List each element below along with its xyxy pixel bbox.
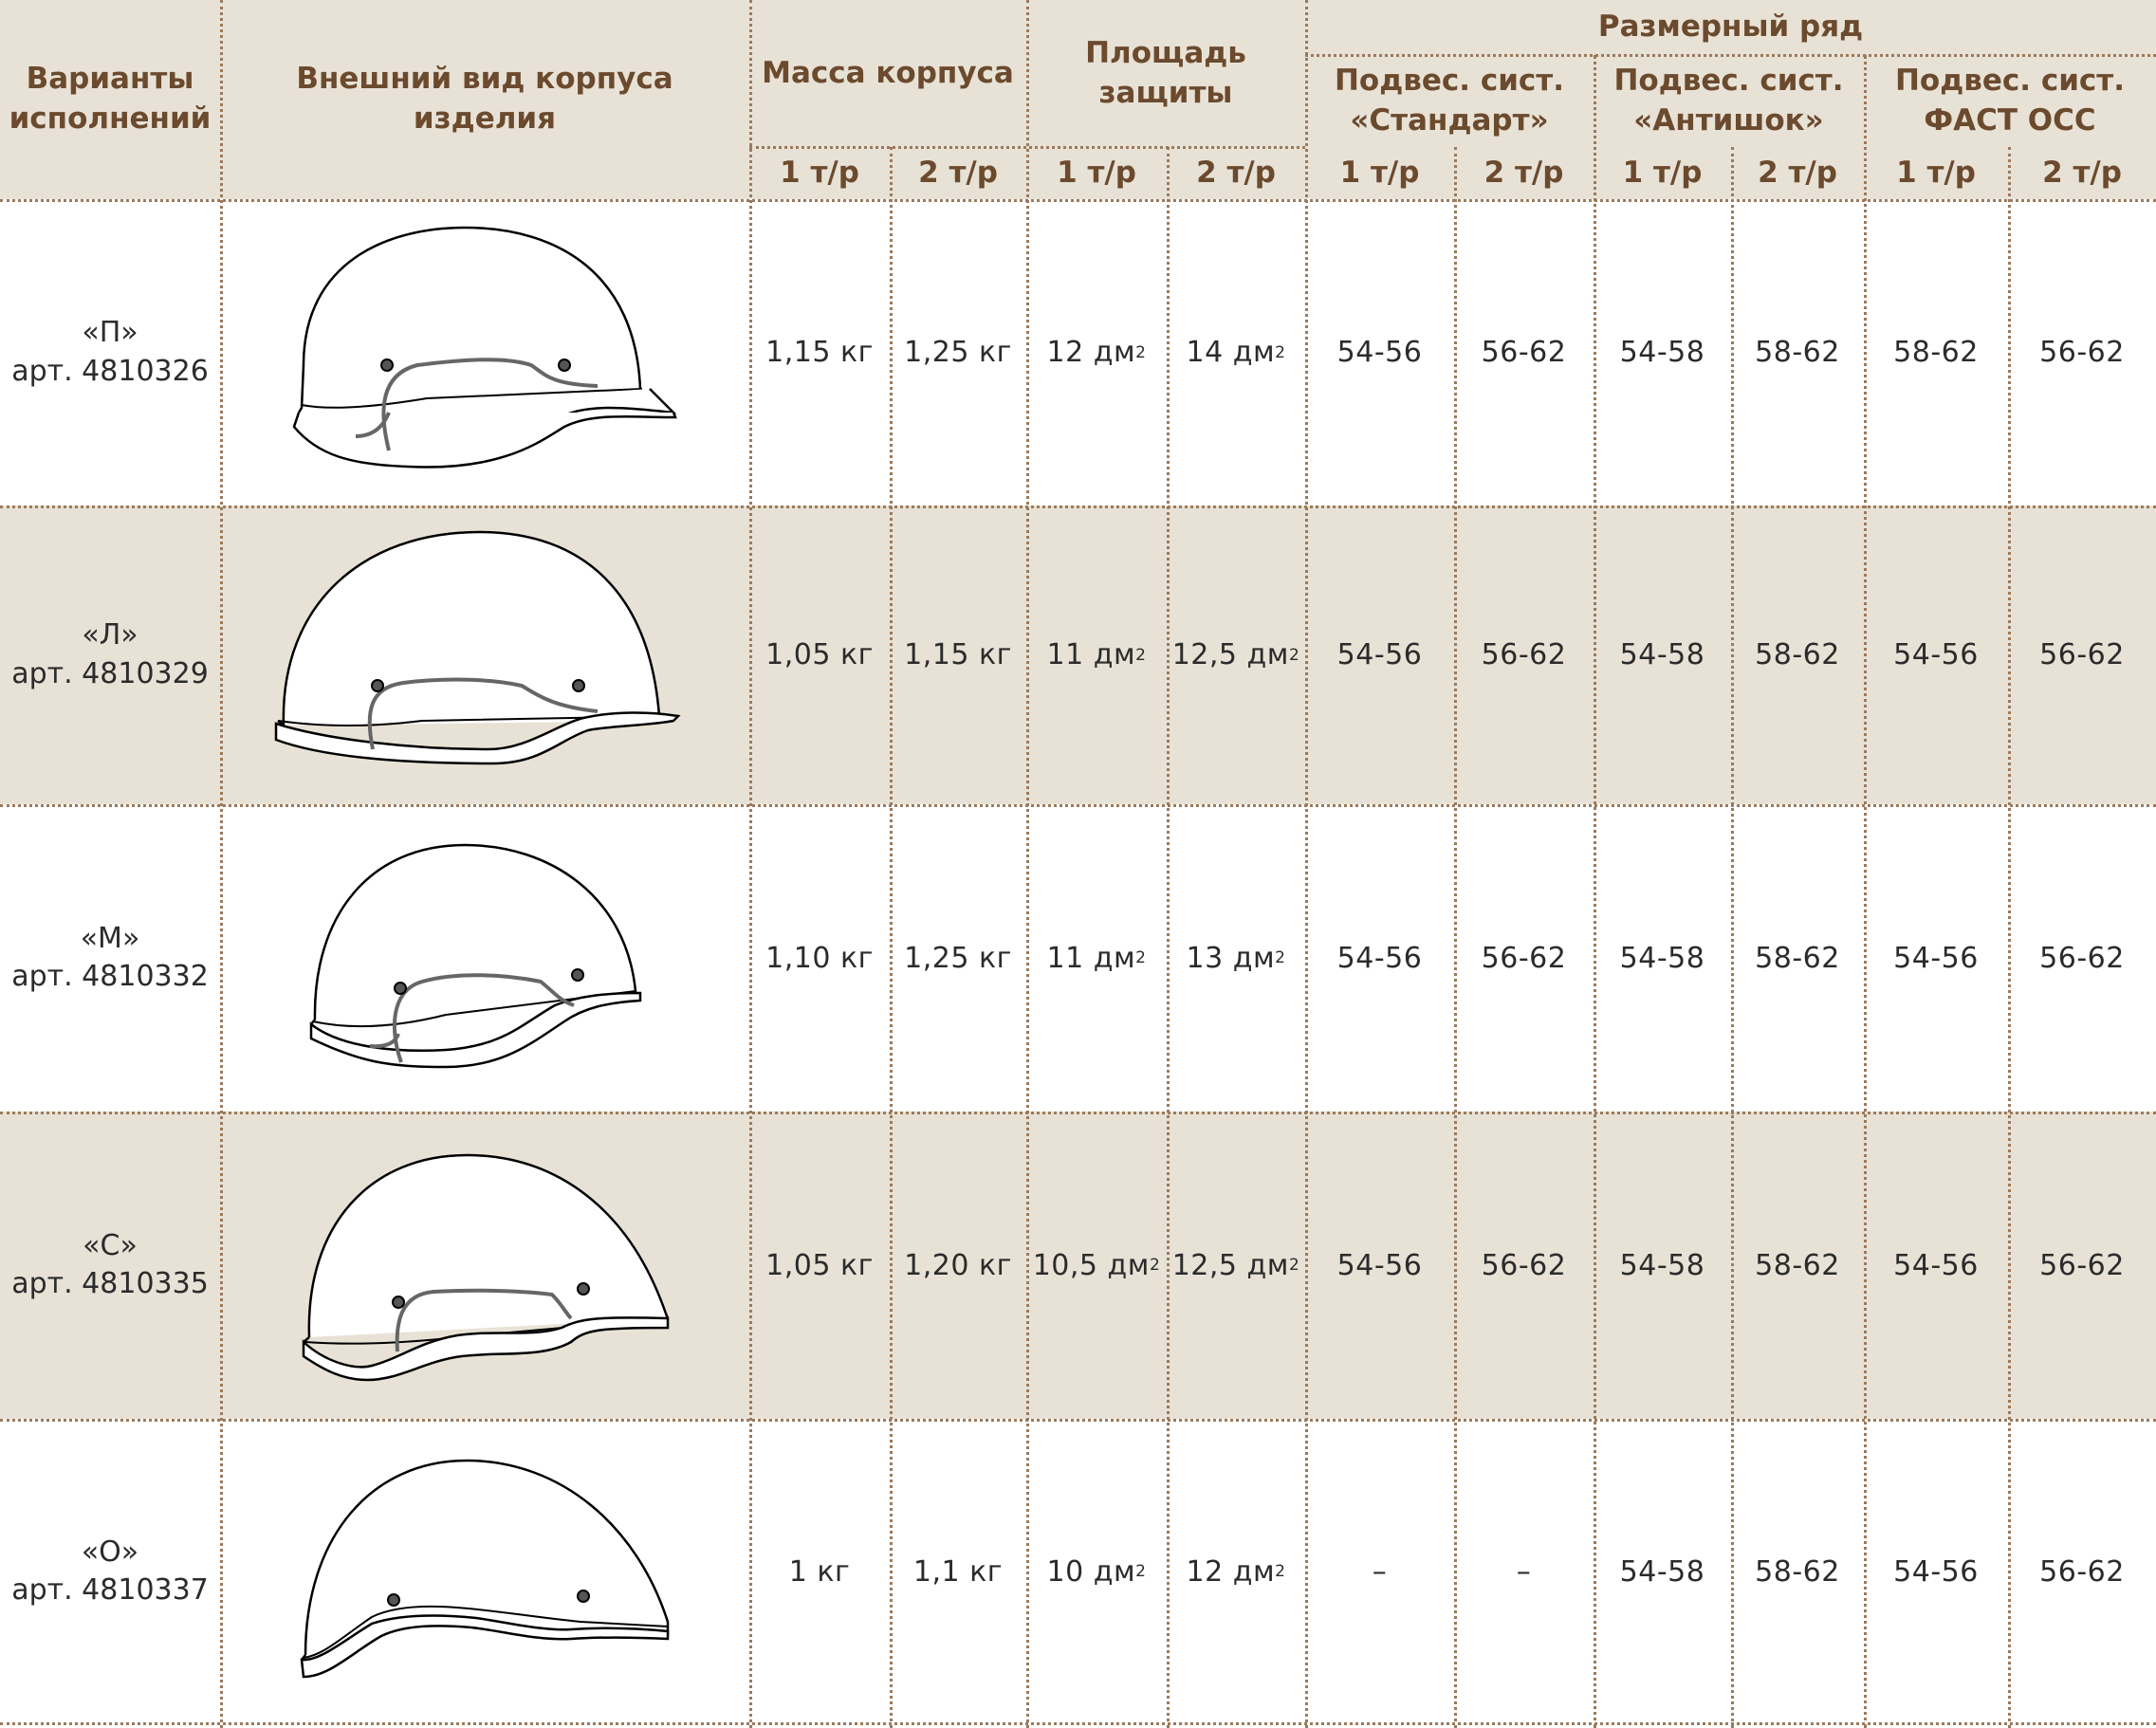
row-4-size-anti-2: 58-62 [1755,1248,1840,1282]
subheader-std-1: 1 т/р [1339,155,1420,190]
divider-col-std [1594,55,1596,1728]
subheader-std-2: 2 т/р [1483,155,1564,190]
row-2-name: «Л» [82,618,138,652]
row-3-area-2-value: 13 дм [1186,941,1276,975]
row-1-area-1: 12 дм 2 [1046,336,1147,369]
row-2-size-fast-1: 54-56 [1893,638,1979,671]
row-5-size-std-1: – [1372,1554,1388,1589]
row-5-size-fast-1: 54-56 [1893,1554,1979,1589]
row-1-area-1-value: 12 дм [1046,336,1136,369]
divider-row-2 [0,804,2156,807]
divider-size-title [1305,54,2156,57]
row-5-area-1: 10 дм 2 [1046,1554,1147,1589]
row-5-name: «О» [81,1535,139,1569]
subheader-mass-1: 1 т/р [780,155,859,190]
row-5-size-anti-2: 58-62 [1755,1554,1840,1589]
row-5-size-anti-1: 54-58 [1619,1554,1705,1589]
row-3-size-std-1: 54-56 [1336,941,1423,975]
row-1-mass-2: 1,25 кг [904,336,1012,369]
header-appearance: Внешний вид корпуса изделия [296,62,673,136]
divider-col-area-mid [1167,147,1170,1728]
subheader-area-1: 1 т/р [1057,155,1136,190]
row-4-size-fast-2: 56-62 [2039,1248,2125,1282]
header-susp-anti-line2: «Антишок» [1633,102,1824,138]
subheader-fast-1: 1 т/р [1896,155,1976,190]
row-1-area-2-value: 14 дм [1186,336,1276,369]
row-1-size-anti-1: 54-58 [1619,336,1705,369]
divider-bottom [0,1722,2156,1725]
row-4-area-1-value: 10,5 дм [1032,1248,1150,1282]
row-4-label [0,1112,220,1419]
header-susp-std-line1: Подвес. сист. [1334,63,1565,98]
row-3-article: арт. 4810332 [11,960,209,993]
divider-col-mass [1026,0,1029,1728]
row-2-size-anti-2: 58-62 [1755,638,1840,671]
row-3-area-1: 11 дм 2 [1046,941,1147,975]
row-4-area-1: 10,5 дм 2 [1032,1248,1161,1282]
divider-col-area [1305,0,1308,1728]
header-size-range: Размерный ряд [1597,9,1864,45]
header-suspension-standard [1305,55,1594,147]
row-2-area-1-value: 11 дм [1046,638,1136,671]
row-1-size-fast-2: 56-62 [2039,336,2125,369]
row-2-mass-1: 1,05 кг [765,638,874,671]
helmet-s-drawing [296,1148,675,1385]
helmet-l-drawing [270,526,697,782]
header-variants-line1: Варианты [26,62,194,97]
row-3-area-2: 13 дм 2 [1186,941,1286,975]
row-5-area-2-value: 12 дм [1186,1554,1276,1589]
row-2-size-anti-1: 54-58 [1619,638,1705,671]
row-2-size-std-1: 54-56 [1336,638,1423,671]
row-2-label [0,506,220,804]
row-3-name: «М» [80,921,140,955]
row-3-mass-2: 1,25 кг [904,941,1012,975]
row-3-size-fast-1: 54-56 [1893,941,1979,975]
subheader-mass-2: 2 т/р [918,155,998,190]
row-4-size-std-2: 56-62 [1481,1248,1567,1282]
row-4-size-anti-1: 54-58 [1619,1248,1705,1282]
helmet-o-drawing [296,1451,675,1688]
row-4-article: арт. 4810335 [11,1267,209,1300]
row-5-size-fast-2: 56-62 [2039,1554,2125,1589]
row-5-article: арт. 4810337 [11,1573,209,1607]
row-5-size-std-2: – [1516,1554,1532,1589]
row-2-article: арт. 4810329 [11,656,209,690]
divider-header-bottom [0,199,2156,202]
row-4-area-2-value: 12,5 дм [1171,1248,1289,1282]
row-3-area-1-value: 11 дм [1046,941,1136,975]
divider-col-anti [1864,55,1867,1728]
header-area: Площадь защиты [1085,35,1246,110]
row-1-label [0,199,220,506]
divider-row-1 [0,506,2156,508]
row-1-size-std-1: 54-56 [1336,336,1423,369]
helmet-p-drawing [285,223,692,479]
row-2-mass-2: 1,15 кг [904,638,1012,671]
divider-row-4 [0,1419,2156,1422]
header-variants [0,0,220,199]
divider-col-appearance [749,0,752,1728]
row-1-name: «П» [82,316,138,349]
subheader-anti-1: 1 т/р [1622,155,1703,190]
row-4-mass-2: 1,20 кг [904,1248,1012,1282]
row-4-area-2: 12,5 дм 2 [1171,1248,1300,1282]
row-5-label [0,1419,220,1724]
row-4-size-fast-1: 54-56 [1893,1248,1979,1282]
divider-col-variants [220,0,223,1728]
row-3-mass-1: 1,10 кг [765,941,874,975]
row-1-area-2: 14 дм 2 [1186,336,1286,369]
divider-col-fast-mid [2008,147,2011,1728]
row-1-size-fast-1: 58-62 [1893,336,1979,369]
header-mass: Масса корпуса [762,55,1014,90]
helmet-m-drawing [304,839,673,1081]
header-suspension-antishock [1594,55,1864,147]
row-3-label [0,804,220,1112]
row-2-size-fast-2: 56-62 [2039,638,2125,671]
row-4-size-std-1: 54-56 [1336,1248,1423,1282]
row-5-area-2: 12 дм 2 [1186,1554,1286,1589]
row-5-mass-2: 1,1 кг [912,1554,1004,1589]
row-3-size-anti-1: 54-58 [1619,941,1705,975]
row-1-article: арт. 4810326 [11,354,209,388]
header-susp-std-line2: «Стандарт» [1350,102,1549,138]
row-3-size-fast-2: 56-62 [2039,941,2125,975]
row-5-mass-1: 1 кг [788,1554,851,1589]
row-1-size-anti-2: 58-62 [1755,336,1840,369]
row-1-size-std-2: 56-62 [1481,336,1567,369]
header-susp-anti-line1: Подвес. сист. [1613,63,1844,98]
header-susp-fast-line2: ФАСТ ОСС [1924,102,2096,138]
row-4-name: «С» [83,1228,138,1262]
row-3-size-anti-2: 58-62 [1755,941,1840,975]
row-3-size-std-2: 56-62 [1481,941,1567,975]
subheader-area-2: 2 т/р [1196,155,1276,190]
row-1-mass-1: 1,15 кг [765,336,874,369]
divider-col-anti-mid [1731,147,1734,1728]
header-susp-fast-line1: Подвес. сист. [1894,63,2126,98]
subheader-fast-2: 2 т/р [2042,155,2122,190]
divider-row-3 [0,1112,2156,1114]
row-2-area-1: 11 дм 2 [1046,638,1147,671]
header-suspension-fast [1864,55,2156,147]
row-2-area-2: 12,5 дм 2 [1171,638,1300,671]
row-5-area-1-value: 10 дм [1046,1554,1136,1589]
subheader-anti-2: 2 т/р [1758,155,1837,190]
divider-col-mass-mid [890,147,893,1728]
divider-col-std-mid [1454,147,1457,1728]
row-2-area-2-value: 12,5 дм [1171,638,1289,671]
row-4-mass-1: 1,05 кг [765,1248,874,1282]
row-2-size-std-2: 56-62 [1481,638,1567,671]
header-variants-line2: исполнений [9,101,212,136]
